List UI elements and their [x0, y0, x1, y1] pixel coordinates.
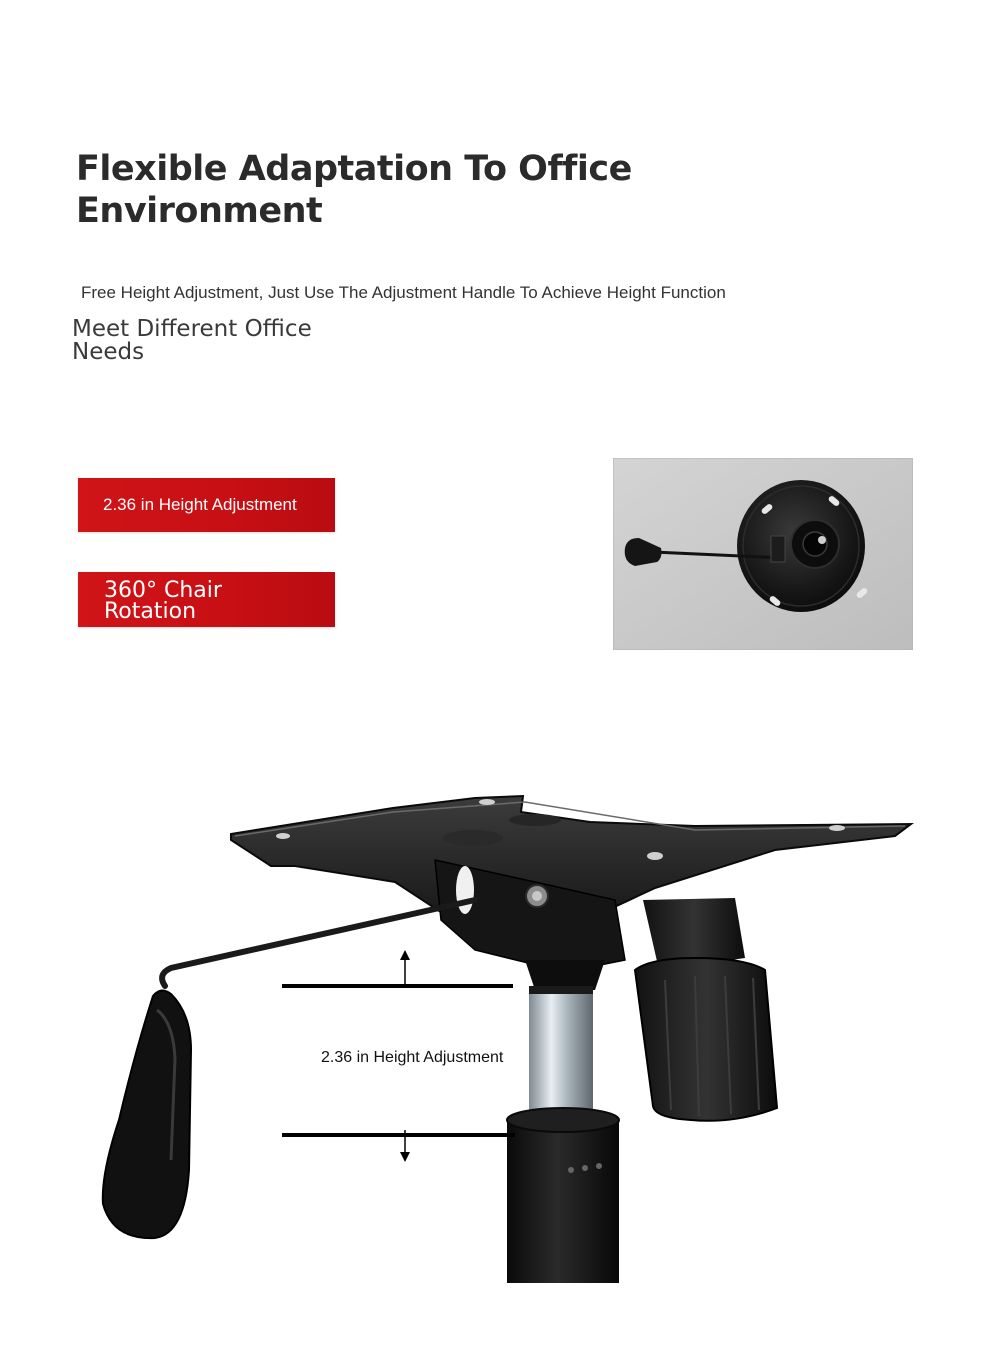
plate-hole — [479, 799, 495, 805]
page-headline — [76, 148, 676, 232]
cylinder-collar — [525, 960, 605, 990]
height-lever-handle — [103, 990, 191, 1238]
plate-hole — [647, 852, 663, 860]
chair-rotation-line-2: Rotation — [104, 599, 197, 624]
feature-subline: Free Height Adjustment, Just Use The Adjustment Handle To Achieve Height Function — [81, 283, 726, 302]
headline-line-2: Environment — [76, 191, 323, 231]
gas-cylinder-body — [507, 1118, 619, 1283]
gas-cylinder-piston — [529, 990, 593, 1120]
plate-hole — [276, 833, 290, 839]
headline-line-1: Flexible Adaptation To Office — [76, 149, 632, 189]
chair-rotation-badge — [78, 572, 335, 627]
height-measure-label: 2.36 in Height Adjustment — [321, 1049, 504, 1066]
height-lever-rod — [162, 900, 475, 986]
height-adjustment-badge — [78, 478, 335, 532]
needs-line-1: Meet Different Office — [72, 316, 312, 342]
bracket-slot — [456, 866, 474, 914]
plate-hole — [829, 825, 845, 831]
needs-line-2: Needs — [72, 339, 145, 365]
height-adjustment-badge-label: 2.36 in Height Adjustment — [103, 495, 297, 514]
tilt-mechanism-illustration — [95, 790, 915, 1285]
needs-caption — [72, 318, 372, 364]
chair-plate-photo — [613, 458, 913, 650]
chair-rotation-line-1: 360° Chair — [104, 578, 222, 603]
